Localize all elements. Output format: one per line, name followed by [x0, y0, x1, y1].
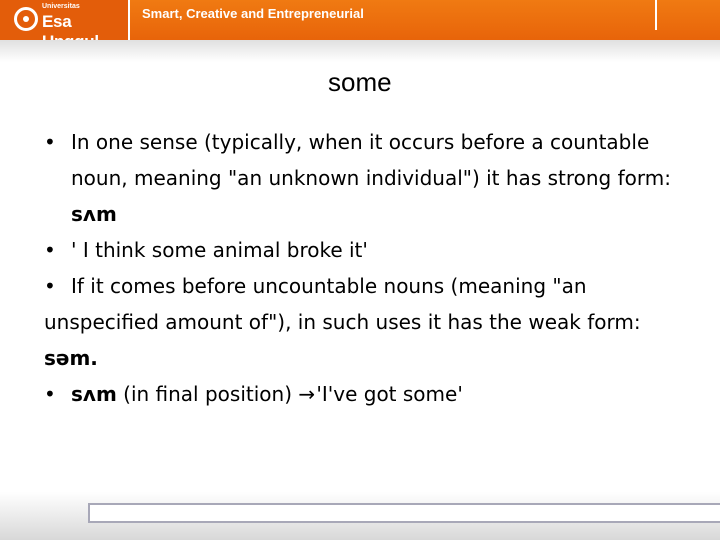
- banner-divider: [655, 0, 657, 30]
- phonetic-strong-form: sʌm: [71, 382, 117, 406]
- bullet-item-3: [44, 268, 694, 376]
- slide-content: [44, 124, 694, 412]
- bullet-text: If it comes before uncountable nouns (meaning "an unspecified amount of"), in such uses it has the weak form:: [44, 274, 641, 334]
- bullet-dot: •: [44, 382, 56, 406]
- logo-name-text: Esa: [42, 12, 72, 31]
- logo-small-text: Universitas: [42, 3, 80, 10]
- bullet-dot: •: [44, 238, 56, 262]
- bullet-text: (in final position): [116, 382, 299, 406]
- right-arrow-icon: →: [298, 382, 316, 406]
- phonetic-weak-form: səm.: [44, 346, 98, 370]
- bullet-item-1: [44, 124, 694, 232]
- header-banner: [0, 0, 720, 40]
- header-shadow-band: [0, 40, 720, 62]
- bullet-dot: •: [44, 274, 56, 298]
- slide-title: some: [328, 67, 392, 97]
- university-logo: [0, 0, 130, 40]
- bullet-item-4: [44, 376, 694, 412]
- bullet-text: ' I think some animal broke it': [71, 238, 368, 262]
- footer-bar: [88, 503, 720, 523]
- bullet-text: In one sense (typically, when it occurs before a countable noun, meaning "an unknown individual") it has strong form:: [71, 130, 671, 190]
- tagline: Smart, Creative and Entrepreneurial: [142, 6, 364, 21]
- bullet-item-2: [44, 232, 694, 268]
- logo-emblem-icon: [14, 7, 38, 31]
- phonetic-strong-form: sʌm: [71, 202, 117, 226]
- example-quote: 'I've got some': [316, 382, 463, 406]
- bullet-dot: •: [44, 130, 56, 154]
